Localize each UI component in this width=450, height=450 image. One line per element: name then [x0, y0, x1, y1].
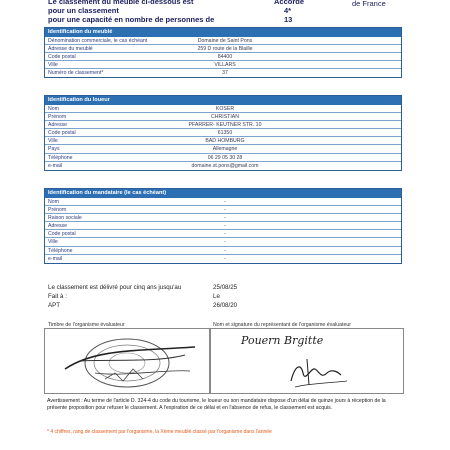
row-value: domaine.st.pons@gmail.com: [191, 162, 259, 169]
table-row: [45, 238, 401, 246]
row-value: 84400: [217, 54, 233, 61]
row-label: Ville: [48, 62, 58, 69]
table-row: [45, 145, 401, 153]
stamp-box: [44, 328, 210, 394]
table-row: [45, 53, 401, 61]
meuble-rows: [45, 37, 401, 77]
row-label: Prénom: [48, 207, 67, 214]
row-label: Adresse du meublé: [48, 46, 93, 53]
row-value: BAD HOMBURG: [205, 138, 245, 145]
row-label: Dénomination commerciale, le cas échéant: [48, 38, 148, 44]
header-line-1: Le classement du meublé ci-dessous est: [48, 0, 194, 6]
row-label: Code postal: [48, 130, 76, 137]
loueur-section: [44, 95, 402, 171]
row-label: Pays: [48, 146, 60, 153]
row-label: Prénom: [48, 114, 67, 121]
row-value: -: [224, 199, 226, 205]
table-row: [45, 247, 401, 255]
row-value: -: [224, 255, 226, 262]
row-label: Nom: [48, 199, 59, 205]
row-value: 259 D route de la Blaille: [197, 46, 253, 53]
signature-icon: [211, 329, 403, 393]
table-row: [45, 121, 401, 129]
row-value: 06 29 05 30 28: [207, 154, 243, 161]
header-line-3: pour une capacité en nombre de personnes de: [48, 15, 215, 24]
row-value: CHRISTIAN: [211, 114, 239, 121]
warning-text: Avertissement : Au terme de l'article D. 324-4 du code du tourisme, le loueur ou son mandataire dispose d'un délai de quinze jours à réception de la présente proposition pour refuser le classement. A l'expiration de ce délai et en l'absence de refus, le classement est acquis.: [47, 398, 386, 411]
row-value: Domaine de Saint Pons: [197, 38, 253, 44]
fait-value: Le: [213, 293, 220, 300]
row-value: 37: [222, 70, 228, 77]
status-value: Accordé: [274, 0, 305, 6]
table-row: [45, 230, 401, 238]
row-label: Adresse: [48, 122, 68, 129]
apt-date: 26/08/20: [213, 302, 238, 309]
meuble-section: [44, 27, 402, 78]
stars-value: 4*: [284, 6, 292, 15]
row-label: e-mail: [48, 162, 63, 169]
table-row: [45, 214, 401, 222]
row-label: Téléphone: [48, 247, 73, 254]
header-line-2: pour un classement: [48, 6, 119, 15]
row-label: Nom: [48, 106, 59, 112]
footnote: * 4 chiffres, rang de classement par l'organisme, la Xème meublé classé par l'organisme dans l'année: [47, 429, 272, 435]
loueur-section-title: Identification du loueur: [45, 96, 401, 105]
row-value: -: [224, 207, 226, 214]
row-label: Adresse: [48, 223, 68, 230]
capacity-value: 13: [284, 15, 293, 24]
row-label: Téléphone: [48, 154, 73, 161]
row-label: e-mail: [48, 255, 63, 262]
table-row: [45, 37, 401, 45]
row-value: PFARRER- KEUTNER STR. 10: [188, 122, 262, 129]
stamp-label: Timbre de l'organisme évaluateur: [48, 322, 125, 328]
signature-label: Nom et signature du représentant de l'organisme évaluateur: [213, 322, 351, 328]
table-row: [45, 129, 401, 137]
row-value: -: [224, 223, 226, 230]
table-row: [45, 198, 401, 206]
row-value: -: [224, 239, 226, 246]
table-row: [45, 113, 401, 121]
table-row: [45, 222, 401, 230]
handwritten-name: Pouern Brgitte: [241, 334, 324, 347]
row-value: -: [224, 215, 226, 222]
table-row: [45, 206, 401, 214]
row-label: Code postal: [48, 54, 76, 61]
row-value: Allemagne: [212, 146, 238, 153]
signature-box: [210, 328, 404, 394]
row-value: KOSER: [215, 106, 235, 112]
row-value: -: [224, 247, 226, 254]
validity-label: Le classement est délivré pour cinq ans jusqu'au: [48, 284, 182, 291]
row-label: Ville: [48, 138, 58, 145]
mandataire-section-title: Identification du mandataire (le cas échéant): [45, 189, 401, 198]
corner-text: de France: [352, 0, 386, 8]
validity-date: 25/08/25: [213, 284, 238, 291]
table-row: [45, 45, 401, 53]
meuble-section-title: Identification du meublé: [45, 28, 401, 37]
row-label: Code postal: [48, 231, 76, 238]
apt-label: APT: [48, 302, 61, 309]
table-row: [45, 154, 401, 162]
row-label: Numéro de classement*: [48, 70, 104, 77]
row-value: VILLARS: [214, 62, 236, 69]
row-value: 61350: [217, 130, 233, 137]
table-row: [45, 61, 401, 69]
table-row: [45, 69, 401, 77]
stamp-seal-icon: [45, 329, 209, 393]
table-row: [45, 255, 401, 263]
row-value: -: [224, 231, 226, 238]
mandataire-section: [44, 188, 402, 264]
loueur-rows: [45, 105, 401, 170]
table-row: [45, 105, 401, 113]
table-row: [45, 162, 401, 170]
mandataire-rows: [45, 198, 401, 263]
fait-label: Fait à :: [48, 293, 67, 300]
row-label: Ville: [48, 239, 58, 246]
table-row: [45, 137, 401, 145]
row-label: Raison sociale: [48, 215, 82, 222]
